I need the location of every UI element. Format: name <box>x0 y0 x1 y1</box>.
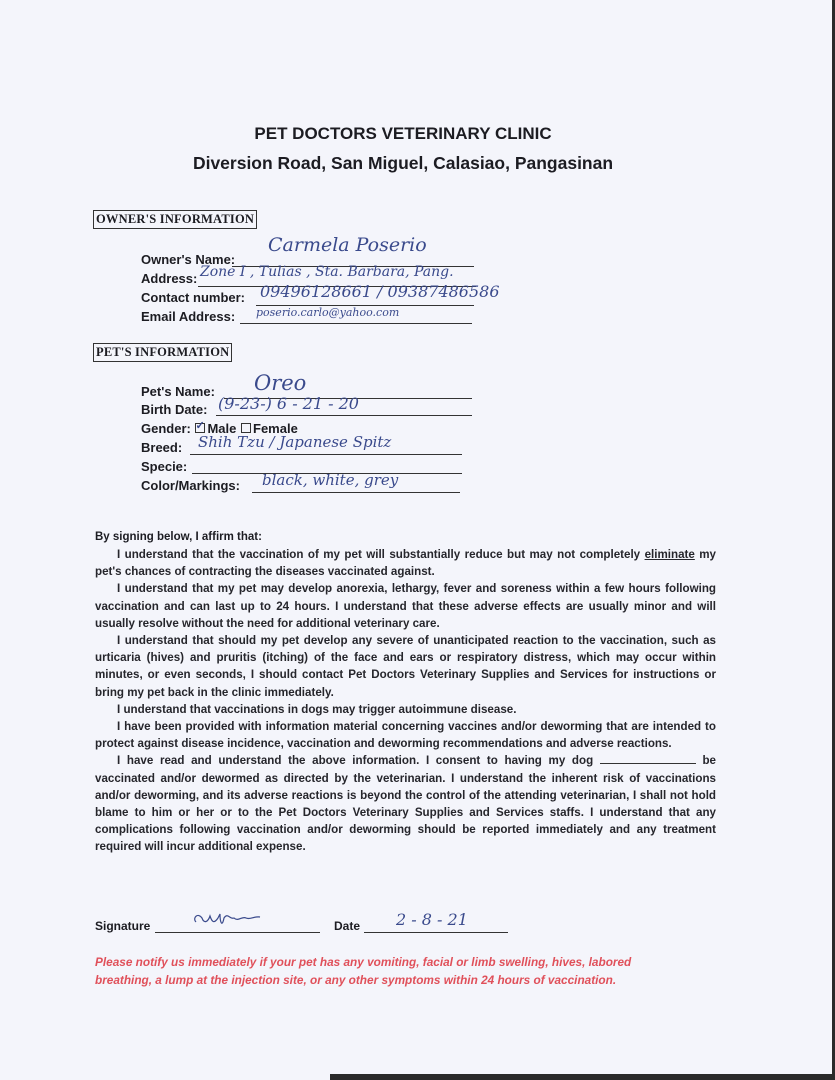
p1-text: I understand that the vaccination of my pet will substantially reduce but may not completely <box>117 548 645 561</box>
birth-date-line <box>216 415 472 416</box>
affirmation-heading: By signing below, I affirm that: <box>95 531 262 543</box>
color-markings-value[interactable]: black, white, grey <box>262 471 399 489</box>
address-value[interactable]: Zone I , Tulias , Sta. Barbara, Pang. <box>200 264 454 280</box>
birth-date-value[interactable]: (9-23-) 6 - 21 - 20 <box>218 394 359 413</box>
clinic-name: PET DOCTORS VETERINARY CLINIC <box>254 124 552 143</box>
affirmation-paragraph: I understand that my pet may develop anorexia, lethargy, fever and soreness within a few hours following vaccination and can last up to 24 hours. I understand that these adverse effects are usually minor and will usually resolve without the need for additional veterinary care. <box>95 582 716 630</box>
email-value[interactable]: poserio.carlo@yahoo.com <box>256 306 400 319</box>
pet-name-value[interactable]: Oreo <box>254 371 307 395</box>
handwritten-signature[interactable] <box>190 906 270 936</box>
female-checkbox[interactable] <box>241 423 251 433</box>
affirmation-paragraph: I understand that should my pet develop any severe of unanticipated reaction to the vaccination, such as urticaria (hives) and pruritis (itching) of the face and ears or respiratory distress, which may occur within minutes, or even seconds, I should contact Pet Doctors Veterinary Supplies and Services for instructions or bring my pet back in the clinic immediately. <box>95 634 716 699</box>
affirmation-paragraph: I understand that vaccinations in dogs may trigger autoimmune disease. <box>117 702 517 716</box>
p1-underlined: eliminate <box>644 548 695 561</box>
clinic-address: Diversion Road, San Miguel, Calasiao, Pangasinan <box>192 153 614 173</box>
notice-text: Please notify us immediately if your pet has any vomiting, facial or limb swelling, hives, labored breathing, a lump at the injection site, or any other symptoms within 24 hours of vaccination. <box>95 955 632 987</box>
owner-name-value[interactable]: Carmela Poserio <box>268 234 427 256</box>
breed-value[interactable]: Shih Tzu / Japanese Spitz <box>198 433 392 451</box>
male-check-mark-icon: ✓ <box>195 420 205 432</box>
contact-number-value[interactable]: 09496128661 / 09387486586 <box>260 282 500 301</box>
affirmation-paragraph <box>95 752 716 855</box>
affirmation-paragraph <box>95 546 716 580</box>
breed-line <box>190 454 462 455</box>
email-line <box>240 323 472 324</box>
male-checkbox[interactable] <box>195 420 205 433</box>
p6-text-end: be vaccinated and/or dewormed as directed by the veterinarian. I understand the inherent risk of vaccinations and/or deworming, and its adverse reactions is beyond the control of the attending veterinarian, I shall not hold blame to him or her or to the Pet Doctors Veterinary Supplies and Services staffs. I understand that any complications following vaccination and/or deworming should be reported immediately and any treatment required will incur additional expense. <box>95 754 716 854</box>
owner-section-title: OWNER'S INFORMATION <box>93 210 257 229</box>
gender-label: Gender: <box>141 421 191 436</box>
p1-text-end: my pet's chances of contracting the diseases vaccinated against. <box>95 548 717 579</box>
color-markings-label: Color/Markings: <box>141 478 240 493</box>
signature-label: Signature <box>95 919 151 933</box>
date-line <box>364 932 508 933</box>
breed-label: Breed: <box>141 440 183 455</box>
dog-name-blank[interactable] <box>600 754 696 764</box>
gender-female-label: Female <box>253 421 298 436</box>
p6-text: I have read and understand the above information. I consent to having my dog <box>117 754 600 768</box>
pet-name-label: Pet's Name: <box>141 384 215 399</box>
email-label: Email Address: <box>141 309 236 324</box>
pet-section-title: PET'S INFORMATION <box>93 343 232 362</box>
affirmation-body <box>95 546 716 856</box>
date-label: Date <box>334 919 361 933</box>
specie-label: Specie: <box>141 459 188 474</box>
color-markings-line <box>252 492 460 493</box>
contact-number-label: Contact number: <box>141 290 245 305</box>
birth-date-label: Birth Date: <box>141 402 208 417</box>
date-value[interactable]: 2 - 8 - 21 <box>396 910 468 929</box>
address-label: Address: <box>141 271 198 286</box>
affirmation-paragraph: I have been provided with information material concerning vaccines and/or deworming that are intended to protect against disease incidence, vaccination and deworming recommendations and adverse reactions. <box>95 720 716 751</box>
scan-edge-bottom <box>330 1074 835 1080</box>
owner-name-label: Owner's Name: <box>141 252 236 267</box>
gender-male-label: Male <box>207 421 237 436</box>
